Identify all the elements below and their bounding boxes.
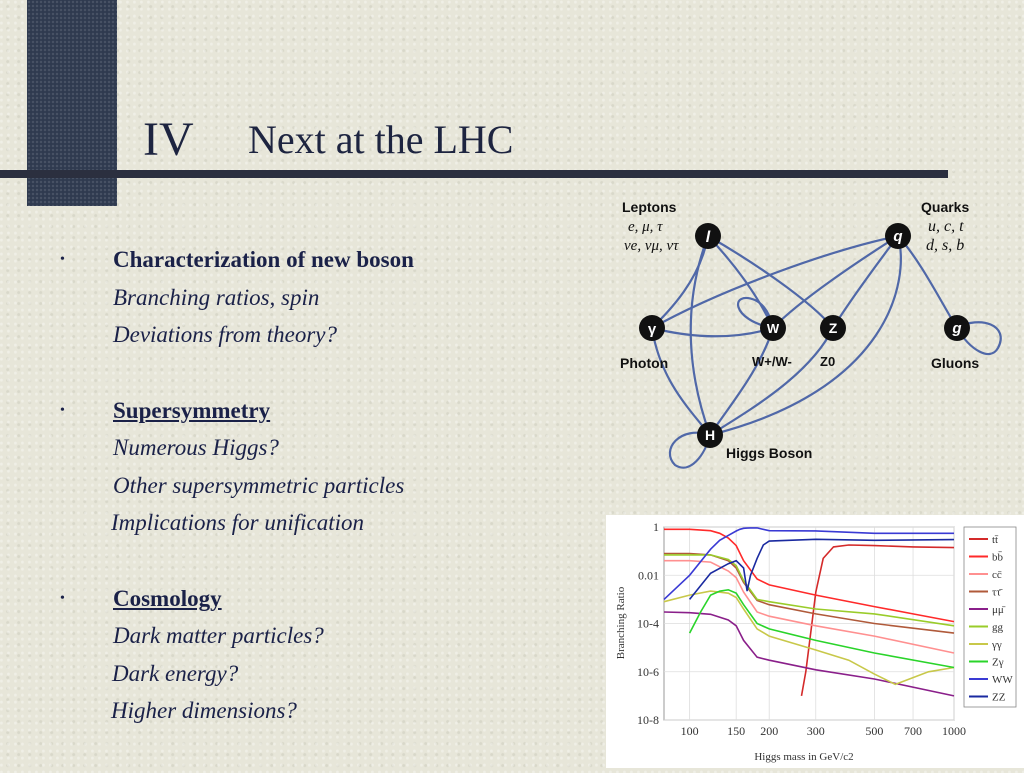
node-higgs-letter: H bbox=[704, 427, 716, 443]
bullet-heading-text: Supersymmetry bbox=[113, 397, 271, 423]
x-axis-label: Higgs mass in GeV/c2 bbox=[754, 751, 854, 763]
label-leptons-line2: νe, νμ, ντ bbox=[624, 238, 679, 254]
bullet-subitem bbox=[60, 506, 600, 544]
legend-label: gg bbox=[992, 621, 1003, 634]
node-w-letter: W bbox=[766, 321, 780, 336]
node-lepton bbox=[695, 223, 721, 249]
legend-label: μμ̄ bbox=[992, 604, 1004, 616]
bullet-subitem-text: Deviations from theory? bbox=[113, 322, 338, 347]
bullet-subitem-text: Implications for unification bbox=[111, 510, 364, 535]
bullet-subitem-text: Branching ratios, spin bbox=[113, 284, 320, 310]
bullet-list bbox=[60, 243, 600, 732]
y-tick-label: 0.01 bbox=[638, 568, 659, 583]
x-tick-label: 300 bbox=[806, 724, 825, 738]
label-higgs: Higgs Boson bbox=[726, 445, 813, 461]
bullet-subitem-text: Dark matter particles? bbox=[113, 623, 324, 648]
label-leptons-line1: e, μ, τ bbox=[628, 219, 663, 235]
bullet-subitem-text: Higher dimensions? bbox=[111, 698, 297, 723]
bullet-subitem bbox=[60, 657, 600, 695]
y-tick-label: 10-4 bbox=[637, 616, 659, 631]
bullet-subitem bbox=[60, 431, 600, 469]
node-quark bbox=[885, 223, 911, 249]
bullet-subitem-text: Other supersymmetric particles bbox=[113, 472, 405, 498]
legend-label: γγ bbox=[992, 639, 1002, 651]
label-photon: Photon bbox=[620, 355, 669, 371]
bullet-heading bbox=[60, 582, 600, 620]
legend-label: bb̄ bbox=[992, 551, 1003, 564]
node-z bbox=[820, 315, 846, 341]
x-tick-label: 700 bbox=[904, 724, 923, 738]
bullet-subitem bbox=[60, 469, 600, 507]
y-tick-label: 10-6 bbox=[637, 664, 659, 679]
node-gluon bbox=[944, 315, 970, 341]
bullet-heading bbox=[60, 243, 600, 281]
label-w: W+/W- bbox=[752, 354, 792, 369]
y-tick-label: 10-8 bbox=[637, 713, 659, 727]
label-quarks: Quarks bbox=[921, 199, 970, 215]
branching-ratio-chart bbox=[606, 515, 1024, 768]
bullet-dot-icon: • bbox=[60, 590, 65, 606]
x-tick-label: 500 bbox=[865, 724, 884, 738]
x-tick-label: 1000 bbox=[942, 724, 966, 738]
bullet-heading-text: Characterization of new boson bbox=[113, 247, 414, 272]
y-axis-label: Branching Ratio bbox=[615, 586, 627, 660]
label-z: Z0 bbox=[820, 354, 836, 369]
node-higgs bbox=[697, 422, 723, 448]
bullet-subitem-text: Numerous Higgs? bbox=[113, 435, 279, 460]
legend-label: ZZ bbox=[992, 691, 1006, 704]
node-lepton-letter: l bbox=[705, 229, 711, 246]
x-tick-label: 150 bbox=[727, 724, 746, 738]
slide-title: Next at the LHC bbox=[248, 117, 514, 162]
label-leptons: Leptons bbox=[622, 199, 677, 215]
particle-interaction-diagram bbox=[600, 190, 1024, 490]
branching-ratio-svg bbox=[606, 515, 1024, 768]
legend-label: cc̄ bbox=[992, 569, 1002, 581]
bullet-subitem-text: Dark energy? bbox=[112, 660, 239, 686]
bullet-subitem bbox=[60, 694, 600, 732]
node-photon bbox=[639, 315, 665, 341]
node-w bbox=[760, 315, 786, 341]
legend-label: WW bbox=[992, 674, 1013, 686]
x-tick-label: 100 bbox=[680, 724, 699, 738]
label-gluons: Gluons bbox=[931, 355, 980, 371]
label-quarks-line1: u, c, t bbox=[928, 218, 964, 235]
bullet-subitem bbox=[60, 318, 600, 356]
node-photon-letter: γ bbox=[647, 321, 657, 338]
x-tick-label: 200 bbox=[760, 724, 779, 738]
node-z-letter: Z bbox=[828, 320, 838, 336]
label-quarks-line2: d, s, b bbox=[926, 237, 965, 254]
legend-label: ττ̄ bbox=[992, 586, 1001, 599]
bullet-heading-text: Cosmology bbox=[113, 585, 222, 611]
slide-number: IV bbox=[143, 113, 194, 166]
node-quark-letter: q bbox=[893, 228, 903, 245]
title-underline-bar bbox=[0, 170, 948, 178]
node-gluon-letter: g bbox=[952, 320, 962, 337]
bullet-heading bbox=[60, 394, 600, 432]
y-tick-label: 1 bbox=[653, 520, 659, 534]
bullet-subitem bbox=[60, 281, 600, 319]
bullet-subitem bbox=[60, 619, 600, 657]
legend-label: tt̄ bbox=[992, 534, 999, 546]
legend-label: Zγ bbox=[992, 656, 1004, 669]
bullet-dot-icon: • bbox=[60, 252, 65, 267]
bullet-dot-icon: • bbox=[60, 402, 65, 418]
